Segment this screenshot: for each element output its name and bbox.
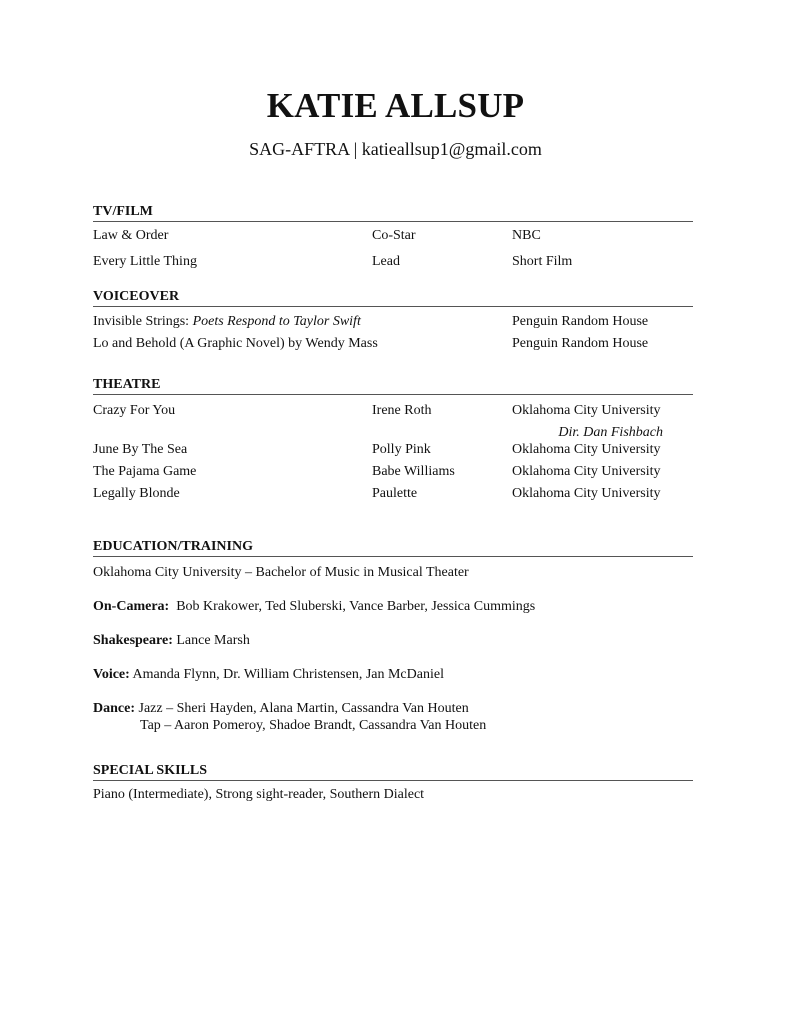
credit-project: Crazy For You [93, 403, 176, 418]
credit-company: Short Film [512, 254, 573, 269]
credit-project: Lo and Behold (A Graphic Novel) by Wendy Mass [93, 336, 378, 351]
credit-company: Oklahoma City University [512, 403, 661, 418]
section-heading-tv-film: TV/FILM [93, 204, 693, 222]
credit-row [93, 442, 693, 460]
resume-name: KATIE ALLSUP [266, 86, 525, 125]
education-degree: Oklahoma City University – Bachelor of Music in Musical Theater [93, 565, 469, 580]
section-heading-voiceover: VOICEOVER [93, 289, 693, 307]
section-heading-theatre: THEATRE [93, 377, 693, 395]
credit-role: Lead [372, 254, 400, 269]
section-heading-special-skills: SPECIAL SKILLS [93, 763, 693, 781]
training-teachers: Amanda Flynn, Dr. William Christensen, Jan McDaniel [132, 667, 444, 682]
credit-row [93, 254, 693, 272]
credit-row [93, 228, 693, 246]
contact-line: SAG-AFTRA | katieallsup1@gmail.com [249, 139, 542, 159]
training-teachers: Lance Marsh [176, 633, 250, 648]
credit-project: Legally Blonde [93, 486, 180, 501]
training-teachers: Jazz – Sheri Hayden, Alana Martin, Cassandra Van Houten [138, 701, 469, 716]
training-teachers: Bob Krakower, Ted Sluberski, Vance Barber, Jessica Cummings [176, 599, 536, 614]
training-label: Shakespeare: [93, 633, 173, 648]
credit-project: Law & Order [93, 228, 169, 243]
credit-row [93, 464, 693, 482]
training-shakespeare [93, 633, 250, 649]
credit-company: Oklahoma City University [512, 486, 661, 501]
credit-director: Dir. Dan Fishbach [558, 425, 663, 440]
training-voice [93, 667, 444, 683]
credit-project: June By The Sea [93, 442, 188, 457]
credit-row [93, 336, 693, 354]
training-dance [93, 701, 469, 717]
training-label: On-Camera: [93, 599, 170, 614]
training-dance-tap: Tap – Aaron Pomeroy, Shadoe Brandt, Cassandra Van Houten [140, 718, 487, 733]
credit-company: Penguin Random House [512, 314, 649, 329]
credit-company: NBC [512, 228, 541, 243]
credit-project-prefix: Invisible Strings: [93, 314, 193, 329]
credit-company: Penguin Random House [512, 336, 649, 351]
section-heading-education: EDUCATION/TRAINING [93, 539, 693, 557]
credit-project: Every Little Thing [93, 254, 197, 269]
credit-company: Oklahoma City University [512, 464, 661, 479]
credit-role: Polly Pink [372, 442, 431, 457]
credit-project: The Pajama Game [93, 464, 197, 479]
credit-row [93, 403, 693, 440]
credit-project [93, 314, 361, 330]
credit-project-italic: Poets Respond to Taylor Swift [192, 314, 361, 329]
credit-row [93, 314, 693, 332]
credit-role: Irene Roth [372, 403, 432, 418]
credit-row [93, 486, 693, 504]
training-on-camera [93, 599, 535, 615]
special-skills-text: Piano (Intermediate), Strong sight-reader, Southern Dialect [93, 787, 425, 802]
credit-company: Oklahoma City University [512, 442, 661, 457]
credit-role: Paulette [372, 486, 418, 501]
credit-role: Babe Williams [372, 464, 455, 479]
training-label: Voice: [93, 667, 130, 682]
credit-role: Co-Star [372, 228, 416, 243]
training-label: Dance: [93, 701, 135, 716]
